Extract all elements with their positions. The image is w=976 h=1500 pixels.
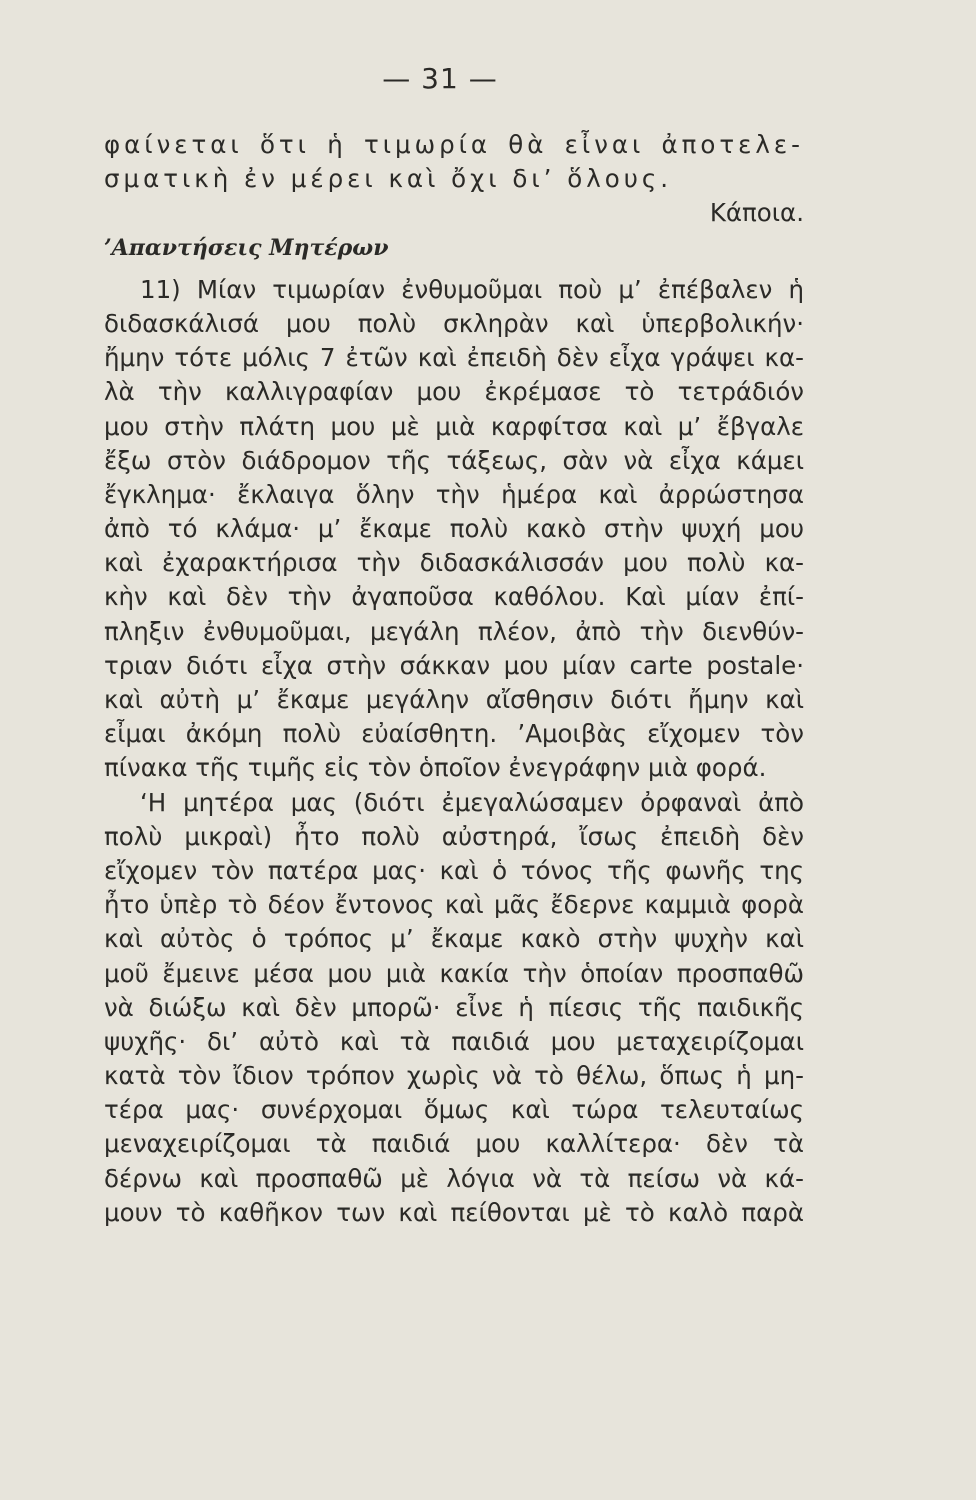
intro-line: φαίνεται ὅτι ἡ τιμωρία θὰ εἶναι ἀποτελε- <box>104 130 804 159</box>
signature: Κάποια. <box>709 198 804 228</box>
paragraph-line: μοῦ ἔμεινε μέσα μου μιὰ κακία τὴν ὁποίαν προσπαθῶ <box>104 958 804 988</box>
paragraph-line: ψυχῆς· δι’ αὐτὸ καὶ τὰ παιδιά μου μεταχειρίζομαι <box>104 1026 804 1056</box>
paragraph-line: κὴν καὶ δὲν τὴν ἀγαποῦσα καθόλου. Καὶ μίαν ἐπί- <box>104 582 804 612</box>
paragraph-line: δέρνω καὶ προσπαθῶ μὲ λόγια νὰ τὰ πείσω νὰ κά- <box>104 1163 804 1193</box>
paragraph-line: τριαν διότι εἶχα στὴν σάκκαν μου μίαν carte postale· <box>104 650 804 680</box>
paragraph-line: καὶ αὐτὸς ὁ τρόπος μ’ ἔκαμε κακὸ στὴν ψυχὴν καὶ <box>104 924 804 954</box>
paragraph-line: εἴχομεν τὸν πατέρα μας· καὶ ὁ τόνος τῆς φωνῆς της <box>104 855 804 885</box>
section-heading: ’Απαντήσεις Μητέρων <box>104 234 389 261</box>
spacer <box>104 265 804 273</box>
paragraph-line: νὰ διώξω καὶ δὲν μπορῶ· εἶνε ἡ πίεσις τῆς παιδικῆς <box>104 992 804 1022</box>
paragraph-line: μουν τὸ καθῆκον των καὶ πείθονται μὲ τὸ καλὸ παρὰ <box>104 1197 804 1227</box>
paragraph-line: λὰ τὴν καλλιγραφίαν μου ἐκρέμασε τὸ τετράδιόν <box>104 377 804 407</box>
page-text <box>104 128 804 1230</box>
paragraph-line: εἶμαι ἀκόμη πολὺ εὐαίσθητη. ’Αμοιβὰς εἴχομεν τὸν <box>104 719 804 749</box>
paragraph-line: ἦτο ὑπὲρ τὸ δέον ἔντονος καὶ μᾶς ἔδερνε καμμιὰ φορὰ <box>104 890 804 920</box>
paragraph-line: ‘Η μητέρα μας (διότι ἐμεγαλώσαμεν ὀρφαναὶ ἀπὸ <box>140 787 804 817</box>
paragraph-line: μεναχειρίζομαι τὰ παιδιά μου καλλίτερα· δὲν τὰ <box>104 1129 804 1159</box>
paragraph-line: ἔξω στὸν διάδρομον τῆς τάξεως, σὰν νὰ εἶχα κάμει <box>104 445 804 475</box>
paragraph-line: καὶ ἐχαρακτήρισα τὴν διδασκάλισσάν μου πολὺ κα- <box>104 548 804 578</box>
intro-line: σματικὴ ἐν μέρει καὶ ὄχι δι’ ὅλους. <box>104 164 673 194</box>
paragraph-line: πίνακα τῆς τιμῆς εἰς τὸν ὁποῖον ἐνεγράφην μιὰ φορά. <box>104 753 767 783</box>
paragraph-line: πολὺ μικραὶ) ἦτο πολὺ αὐστηρά, ἴσως ἐπειδὴ δὲν <box>104 821 804 851</box>
paragraph-line: καὶ αὐτὴ μ’ ἔκαμε μεγάλην αἴσθησιν διότι ἤμην καὶ <box>104 685 804 714</box>
paragraph-line: 11) Μίαν τιμωρίαν ἐνθυμοῦμαι ποὺ μ’ ἐπέβαλεν ἡ <box>140 274 804 304</box>
paragraph-line: ἤμην τότε μόλις 7 ἐτῶν καὶ ἐπειδὴ δὲν εἶχα γράψει κα- <box>104 343 804 373</box>
paragraph-line: πληξιν ἐνθυμοῦμαι, μεγάλη πλέον, ἀπὸ τὴν διενθύν- <box>104 616 804 646</box>
page-number: — 31 — <box>382 62 498 95</box>
paragraph-line: τέρα μας· συνέρχομαι ὅμως καὶ τώρα τελευταίως <box>104 1095 804 1125</box>
paragraph-line: διδασκάλισά μου πολὺ σκληρὰν καὶ ὑπερβολικήν· <box>104 308 804 338</box>
paragraph-line: ἀπὸ τό κλάμα· μ’ ἔκαμε πολὺ κακὸ στὴν ψυχή μου <box>104 514 804 544</box>
paragraph-line: ἔγκλημα· ἔκλαιγα ὅλην τὴν ἡμέρα καὶ ἀρρώστησα <box>104 479 804 509</box>
paragraph-line: κατὰ τὸν ἴδιον τρόπον χωρὶς νὰ τὸ θέλω, ὅπως ἡ μη- <box>104 1061 804 1091</box>
paragraph-line: μου στὴν πλάτη μου μὲ μιὰ καρφίτσα καὶ μ’ ἔβγαλε <box>104 411 804 441</box>
